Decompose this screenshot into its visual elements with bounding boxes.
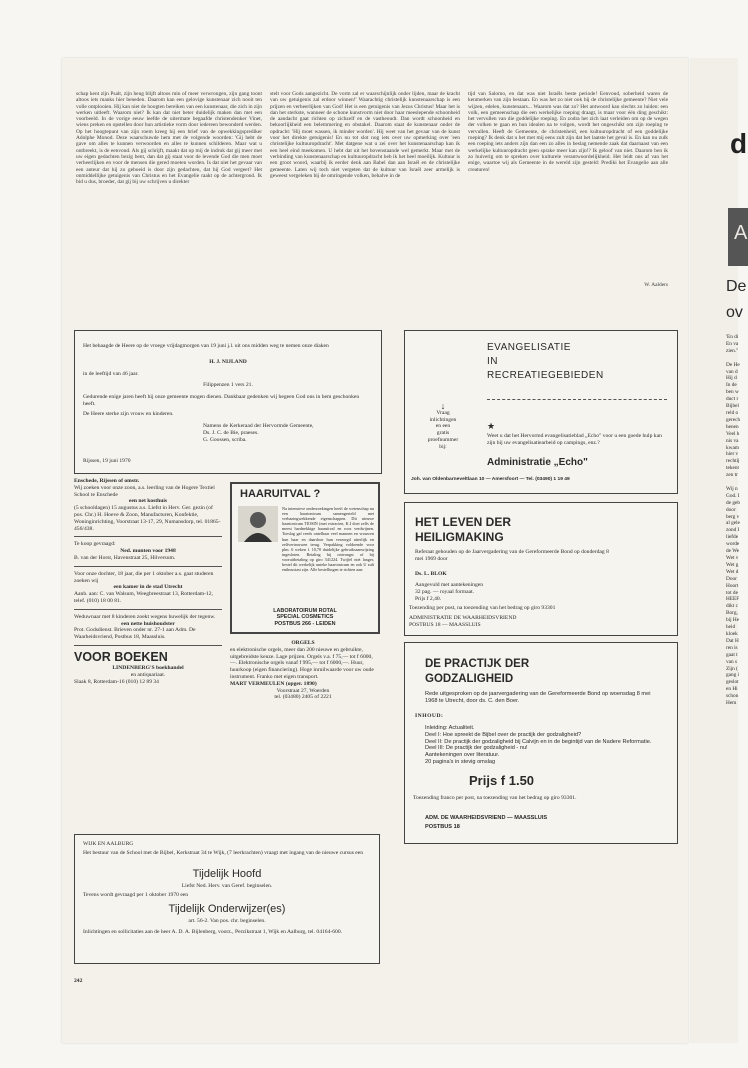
frag: kwam xyxy=(726,444,739,451)
evangelisatie-title xyxy=(487,341,604,383)
frag: berg v xyxy=(726,513,740,520)
orgels-addr: Voorstraat 27, Woerden xyxy=(276,687,330,694)
adjacent-page xyxy=(690,58,748,1043)
orgels-tel: tel. (03480) 2405 of 2221 xyxy=(274,694,332,701)
boeken-title: VOOR BOEKEN xyxy=(74,649,168,664)
frag: gang i xyxy=(726,672,740,679)
frag: Wet v xyxy=(726,555,739,561)
frag: zen tr xyxy=(726,472,738,479)
classified-strong: een nette huishoudster xyxy=(121,620,175,627)
notice-name: H. J. NIJLAND xyxy=(209,359,247,365)
frag: gerech xyxy=(726,416,741,423)
divider xyxy=(74,536,222,537)
title-line: RECREATIEGEBIEDEN xyxy=(487,370,604,381)
classified-tail: Prot. Godsdienst. Brieven onder nr. 27-1 aan Adm. De Waarheidsvriend, Postbus 18, Maassluis. xyxy=(74,627,196,641)
wijk-intro: Het bestuur van de School met de Bijbel, Kerkstraat 34 te Wijk, (7 leerkrachten) vraagt met ingang van de nieuwe cursus een xyxy=(83,850,364,856)
frag: ben w xyxy=(726,389,739,396)
contents-item: Aantekeningen over literatuur. xyxy=(425,752,500,759)
meta-line: Prijs f 2,40. xyxy=(415,595,442,602)
praktijk-price: Prijs f 1.50 xyxy=(469,773,535,788)
sign-line: Ds. J. C. de Bie, praeses. xyxy=(203,429,259,436)
adjacent-box-letter: A xyxy=(734,222,748,244)
divider xyxy=(74,566,222,567)
leven-meta xyxy=(415,582,483,602)
notice-intro: Het behaagde de Heere op de vroege vrijdagmorgen van 19 juni j.l. uit ons midden weg te nemen onze diaken xyxy=(83,343,329,349)
adjacent-heading-de: De xyxy=(726,278,747,295)
frag: kloek xyxy=(726,630,738,637)
wijk-mid: Tevens wordt gevraagd per 1 oktober 1970 een xyxy=(83,892,189,898)
haaruitval-ad xyxy=(230,482,380,634)
praktijk-inhoud-label: INHOUD: xyxy=(415,713,444,719)
lab-sub: SPECIAL COSMETICS xyxy=(276,614,334,621)
wijk-ad xyxy=(74,834,380,964)
frag: Hij d xyxy=(726,375,737,382)
classified-2 xyxy=(74,541,222,561)
frag: Door xyxy=(726,575,737,582)
author-signature: W. Aalders xyxy=(644,282,668,288)
meta-line: 32 pag. — royaal formaat. xyxy=(415,588,475,595)
frag: Wet d xyxy=(726,568,739,575)
frag xyxy=(726,355,740,362)
notice-comfort: De Heere sterke zijn vrouw en kinderen. xyxy=(83,411,174,417)
frag: schon xyxy=(726,693,739,700)
frag: zond I xyxy=(726,527,740,534)
leven-body: Referaat gehouden op de Jaarvergadering van de Gereformeerde Bond op donderdag 8 mei 1969 door xyxy=(415,549,609,562)
leven-title xyxy=(415,515,511,545)
classified-tail: (5 schooldagen) 15 augustus a.s. Liefst in Herv. Ger. gezin (of pos. Chr.) H. Hoeve & Zoon, Manufacturen, Konfektie, Woninginrichting, Voorstraat 13-17, 29, Numansdorp, tel. 01865-456/438. xyxy=(74,505,221,532)
frag: door xyxy=(726,506,736,513)
frag: Bijbel xyxy=(726,403,739,410)
boeken-line2: en antiquariaat. xyxy=(130,671,166,678)
praktijk-title xyxy=(425,657,529,687)
adjacent-big-letter: d xyxy=(730,128,748,159)
frag: 'En di xyxy=(726,334,739,340)
divider xyxy=(74,645,222,646)
title-line: GODZALIGHEID xyxy=(425,673,514,685)
frag: Veel h xyxy=(726,430,740,437)
frag: Wij n xyxy=(726,485,738,492)
evangelisatie-left xyxy=(413,403,473,451)
notice-signatories xyxy=(203,423,373,443)
frag: bij He xyxy=(726,617,740,624)
star-icon: ★ xyxy=(487,421,496,431)
contents-item: Deel I: Hoe spreekt de Bijbel over de practijk der godzaligheid? xyxy=(425,731,582,738)
frag: HEEF xyxy=(726,596,740,603)
boeken-line3: Slaak 8, Rotterdam-16 (010) 12 89 34 xyxy=(74,678,159,685)
wijk-contact: Inlichtingen en sollicitaties aan de heer A. D. A. Bijlenberg, voorz., Perzikstraat 1, Wijk en Aalburg, tel. 04164-600. xyxy=(83,929,343,935)
frag: en Hi xyxy=(726,686,738,693)
magazine-page xyxy=(62,58,688,1043)
frag: heid xyxy=(726,624,736,631)
dashed-divider xyxy=(487,399,667,400)
classified-strong: Ned. munten voor 1948 xyxy=(120,548,176,555)
lab-name: LABORATOIRUM ROTAL xyxy=(273,608,337,614)
frag: henen xyxy=(726,423,739,430)
adjacent-text xyxy=(726,334,740,707)
page-number: 242 xyxy=(74,978,83,984)
classified-tail: Aanb. aan: C. van Walsum, Weegbreestraat 13, Rotterdam-12, telef. (010) 18 00 81. xyxy=(74,591,214,604)
wijk-job1: Tijdelijk Hoofd xyxy=(192,868,262,880)
frag: Zijn ( xyxy=(726,665,738,672)
orgels-title: ORGELS xyxy=(291,640,315,646)
wijk-sub1: Liefst Ned. Herv. van Geref. beginselen. xyxy=(181,883,273,889)
classified-strong: een net kosthuis xyxy=(128,498,168,505)
sign-line: Namens de Kerkeraad der Hervormde Gemeente, xyxy=(203,423,314,429)
contents-item: Deel II: De practijk der godzaligheid bij Calvijn en in de begintijd van de Nadere Reformatie. xyxy=(425,738,652,745)
title-line: DE PRACTIJK DER xyxy=(425,658,530,670)
praktijk-postbus: POSTBUS 18 xyxy=(425,824,460,830)
lab-address: POSTBUS 266 - LEIDEN xyxy=(274,620,336,627)
frag: En va xyxy=(726,340,739,347)
frag: tekent xyxy=(726,465,739,472)
classified-text: Te koop gevraagd: xyxy=(74,541,116,548)
frag: worde xyxy=(726,541,740,548)
frag: dikt c xyxy=(726,603,738,610)
frag: van s xyxy=(726,658,738,665)
left-line: proefnummer xyxy=(427,436,459,443)
sign-line: G. Goossen, scriba. xyxy=(203,436,247,443)
notice-body: Gedurende enige jaren heeft hij onze gemeente mogen dienen. Dankbaar gedenken wij hegeen God ons in hem geschonken heeft. xyxy=(83,394,360,407)
classified-tail: B. van der Horst, Havenstraat 25, Hilversum. xyxy=(74,554,176,561)
title-line: HEILIGMAKING xyxy=(415,530,504,544)
notice-place-date: Rijssen, 19 juni 1970 xyxy=(83,458,131,464)
frag: hier v xyxy=(726,451,739,458)
frag: Borg, xyxy=(726,610,738,617)
meta-line: Aangevuld met aantekeningen xyxy=(415,582,484,588)
title-line: HET LEVEN DER xyxy=(415,515,512,529)
article-column-2: stelt voor Gods aangezicht. De vorm zal er waarschijnlijk onder lijden, maar de kracht van uw getuigenis zal erdoor winnen!' Waarachtig christelijk kunstenaarschap is een prijzen en verheerlijken van God! Het is een getuigenis van Jezus Christus! Maar het is dan het sterkste, wanneer de schone kunstvorm niet door haar meeslepende schoonheid de aandacht gaat richten op zichzelf en de vastheoudt. Dan wordt schoonheid en bekoorlijkheid een belemmering en obstakel. Daarom staat de kunstenaar onder de opdracht: 'Hij moet wassen, ik minder worden'. Hij weet van het gevaar van de kunst voor het direkte getuigenis! En nu tot slot nog iets over uw opmerking over 'een christelijke kultuuropdracht'. Met datgene wat u zei over het kunstenaarschap kan ik een heel eind meekomen. U hebt dat uit het bovenstaande wel gemerkt. Maar met de verbinding van kunstenaarschap en kultuuropdracht heb ik het heel moeilijk. Kultuur is een groot woord, waarbij ik eerder denk aan Babel dan aan Israël en de christelijke gemeente. Laten wij toch niet vergeten dat de kultuur van Israël zeer armelijk is geweest vergeleken bij de omringende volken, behalve in de xyxy=(270,91,460,179)
contents-item: 20 pagina's in stevig omslag xyxy=(425,758,496,765)
title-line: IN xyxy=(487,356,498,367)
title-line: EVANGELISATIE xyxy=(487,342,571,353)
evangelisatie-address: Joh. van Oldenbarneveltlaan 10 — Amersfoort — Tel. (03490) 1 19 49 xyxy=(411,477,570,482)
frag: zien." xyxy=(726,347,739,354)
adjacent-heading-ov: ov xyxy=(726,304,743,321)
left-line: inlichtingen xyxy=(429,416,457,423)
praktijk-ad xyxy=(404,642,678,844)
haaruitval-body: Na intensieve onderzoekingen heeft de wetenschap nu een haartonicum samengesteld met verbazingwekkende eigenschappen. Dit nieuwe haartonicum TIOSIN (met extracten, K.I doet zelfs de meest hardnekkige haaruitval en roos verdwijnen. Toeslag gaf reeds ontelbaar veel mannen en vrouwen hun haar en daardoor hun verzorgd uiterlijk en zelfvertrouwen terug. Verpakking voldoende voor plm. 6 weken f. 10,70 duidelijke gebruiksaanwijzing ingesloten. Betaling bij ontvangst of bij vooruitbetaling op giro 341224. Twijfel niet langer, bestel dit werkelijk unieke haartonicum en ook U zult enthousiast zijn. Alle bestellingen te richten aan: xyxy=(282,506,374,573)
death-notice xyxy=(74,330,382,474)
frag: Hem xyxy=(726,700,737,707)
frag: tot de xyxy=(726,589,738,596)
classified-text: Wij zoeken voor onze zoon, a.s. leerling van de Hogere Textiel School te Enschede xyxy=(74,484,215,498)
left-line: gratis xyxy=(436,430,450,437)
notice-verse: Filippenzen 1 vers 21. xyxy=(203,382,253,388)
frag: De He xyxy=(726,361,740,368)
classified-text: Voor onze dochter, 18 jaar, die per 1 oktober a.s. gaat studeren zoeken wij xyxy=(74,570,214,584)
frag: al gele xyxy=(726,520,740,527)
article-column-1: schap kent zijn Psalt, zijn heug blijft altoos min of meer verwrongen, zijn gang toont altoos iets manks hier beneden. Daarom kan een gelovige kunstenaar zich nooit ten volle ontplooien. Hij kan niet de hoogten bereiken van een kunstenaar, die zich in zijn werken uitleeft. Waarom niet? Ik kan dat niet beter duidelijk maken dan met een voorbeeld. In de vorige eeuw leefde de uitermate begaafde christendenker Vinet, wiens preken en opstellen door hun artistieke vorm door iedereen bewonderd werden. Op het hoogtepunt van zijn roem kreeg hij een brief van de opwekkingsprediker Adolphe Monod. Deze waarschuwde hem met de volgende woorden: 'Gij hebt de gave om alles te kunnen verwoorden en alles te kunnen schilderen. Maar wat u ontbreekt, is de eenvoud. Als gij schrijft, maakt dat op mij de indruk dat gij meer met uw eigen gedachten bezig bent, dan dat gij staat voor de levende God die men moet verheerlijken en voor de mensen die gered moeten worden. Is dat niet het gevaar van een auteur dat hij zo geboeid is door zijn gedachten, dat hij God vergeet? Het onmiddellijke getuigenis van Christus en het Evangelie raakt op de achtergrond. Ik bid u dus, broeder, dat gij bij uw schrijven u direkter xyxy=(76,91,262,186)
haaruitval-title: HAARUITVAL ? xyxy=(240,488,321,500)
frag: Dat H xyxy=(726,637,739,644)
frag: van d xyxy=(726,368,738,375)
praktijk-sub: Rede uitgesproken op de jaarvergadering van de Gereformeerde Bond op woensdag 8 mei 1968 te Utrecht, door ds. C. den Boer. xyxy=(425,691,651,704)
left-line: en een xyxy=(435,423,451,430)
praktijk-note: Toezending franco per post, na toezending van het bedrag op giro 93301. xyxy=(413,795,577,801)
portrait-image xyxy=(238,506,278,542)
evangelisatie-body: Weet u dat het Hervormd evangelisatieblad „Echo" voor u een goede hulp kan zijn bij uw evangelisatiearbeid op campings, enz.? xyxy=(487,433,662,446)
frag: Hoort xyxy=(726,582,739,589)
wijk-job2: Tijdelijk Onderwijzer(es) xyxy=(168,903,286,915)
frag: rechtij xyxy=(726,458,740,465)
frag: gaat t xyxy=(726,651,738,658)
haaruitval-lab xyxy=(236,608,374,627)
praktijk-admin: ADM. DE WAARHEIDSVRIEND — MAASSLUIS xyxy=(425,815,548,821)
orgels-ad xyxy=(230,640,376,701)
classifieds-column xyxy=(74,478,222,685)
classified-1 xyxy=(74,478,222,532)
frag: liefde xyxy=(726,534,739,541)
contents-item: Inleiding: Actualiteit. xyxy=(425,725,475,731)
frag xyxy=(726,479,740,486)
leven-author: Ds. L. BLOK xyxy=(415,571,447,577)
frag: duct r xyxy=(726,396,739,403)
evangelisatie-admin: Administratie „Echo" xyxy=(487,457,588,468)
evangelisatie-ad xyxy=(404,330,678,494)
leven-admin: ADMINISTRATIE DE WAARHEIDSVRIEND xyxy=(409,615,517,621)
wijk-sub2: art. 56-2. Van pos. chr. beginselen. xyxy=(188,918,266,924)
leven-postbus: POSTBUS 18 — MAASSLUIS xyxy=(409,622,481,628)
adjacent-dark-box xyxy=(728,208,748,266)
frag: God. I xyxy=(726,492,740,499)
arrow-down-icon: ↓ xyxy=(440,401,446,411)
frag: geslot xyxy=(726,679,739,686)
frag: de geb xyxy=(726,499,740,506)
classified-strong: een kamer in de stad Utrecht xyxy=(113,584,183,591)
left-line: Vraag xyxy=(436,409,450,416)
classified-4 xyxy=(74,614,222,641)
leven-note: Toezending per post, na toezending van het bedrag op giro 93301 xyxy=(409,605,556,611)
boeken-line1: LINDENBERG'S boekhandel xyxy=(112,664,184,671)
article-column-3: tijd van Salomo, en dat was niet Israëls beste periode! Eenvoud, soberheid waren de kenmerken van zijn bestaan. En was het zo niet ook bij de christelijke gemeente? Niet vele wijzen, edelen, kunstenaars... Waarom was dat zo? Het antwoord kan slechts zo luiden: een volk, een gemeenschap die een werkelijke roeping draagt, is maar voor één ding geschikt: het vervullen van die goddelijke roeping. En zodra het zich laat verleiden om op de wegen der volken te gaan en hun idealen na te volgen, wordt het ongeschikt om zijn roeping te vervullen. Heeft de Gemeente, de christenheid, een kultuuropdracht of een goddelijke roeping? Ik denk dat u het met mij eens zult zijn dat het laatste het geval is. En kan nu zulk een roeping iets anders zijn dan een zo alles in beslag nemende zaak dat daarnaast van een werkelijke kultuuropdracht geen sprake meer kan zijn!? Ik geloof van niet. Daarom ben ik zo huiverig om te spreken over kulturele verantwoordelijkheid. Het leidt ons af van het enige, waartoe wij als Gemeente in de wereld zijn gesteld: Prediki het Evangelie aan alle creaturen! xyxy=(468,91,668,173)
notice-age: in de leeftijd van 46 jaar. xyxy=(83,371,139,377)
contents-item: Deel III: De practijk der godzaligheid - nu! xyxy=(425,745,528,752)
left-line: bij: xyxy=(439,443,447,450)
frag: In de xyxy=(726,382,737,389)
classified-text: Weduwnaar met 8 kinderen zoekt wegens huwelijk der tegenw. xyxy=(74,613,216,620)
leven-ad xyxy=(404,502,678,636)
frag: nis va xyxy=(726,437,739,444)
praktijk-contents xyxy=(425,725,661,766)
classified-heading: Enschede, Rijssen of omstr. xyxy=(74,478,140,484)
frag: ren is xyxy=(726,644,738,651)
orgels-name: MART VERMEULEN (opger. 1890) xyxy=(230,680,317,687)
classified-3 xyxy=(74,571,222,605)
frag: reld o xyxy=(726,409,739,416)
frag: Wet g xyxy=(726,561,739,568)
orgels-body: en elektronische orgels, meer dan 200 nieuwe en gebruikte, uitgebreidste keuze. Lage prijzen. Orgels v.a. f 75,— tot f 6000,—. Elektronische orgels vanaf f 995,— tot f 6000,—. Huur, huurkoop (eigen financiering). Hoge inruilwaarde voor uw oude instrument. Franko met eigen transport. xyxy=(230,646,374,680)
frag: de We xyxy=(726,548,740,555)
wijk-heading: WIJK EN AALBURG xyxy=(83,841,134,847)
divider xyxy=(74,609,222,610)
